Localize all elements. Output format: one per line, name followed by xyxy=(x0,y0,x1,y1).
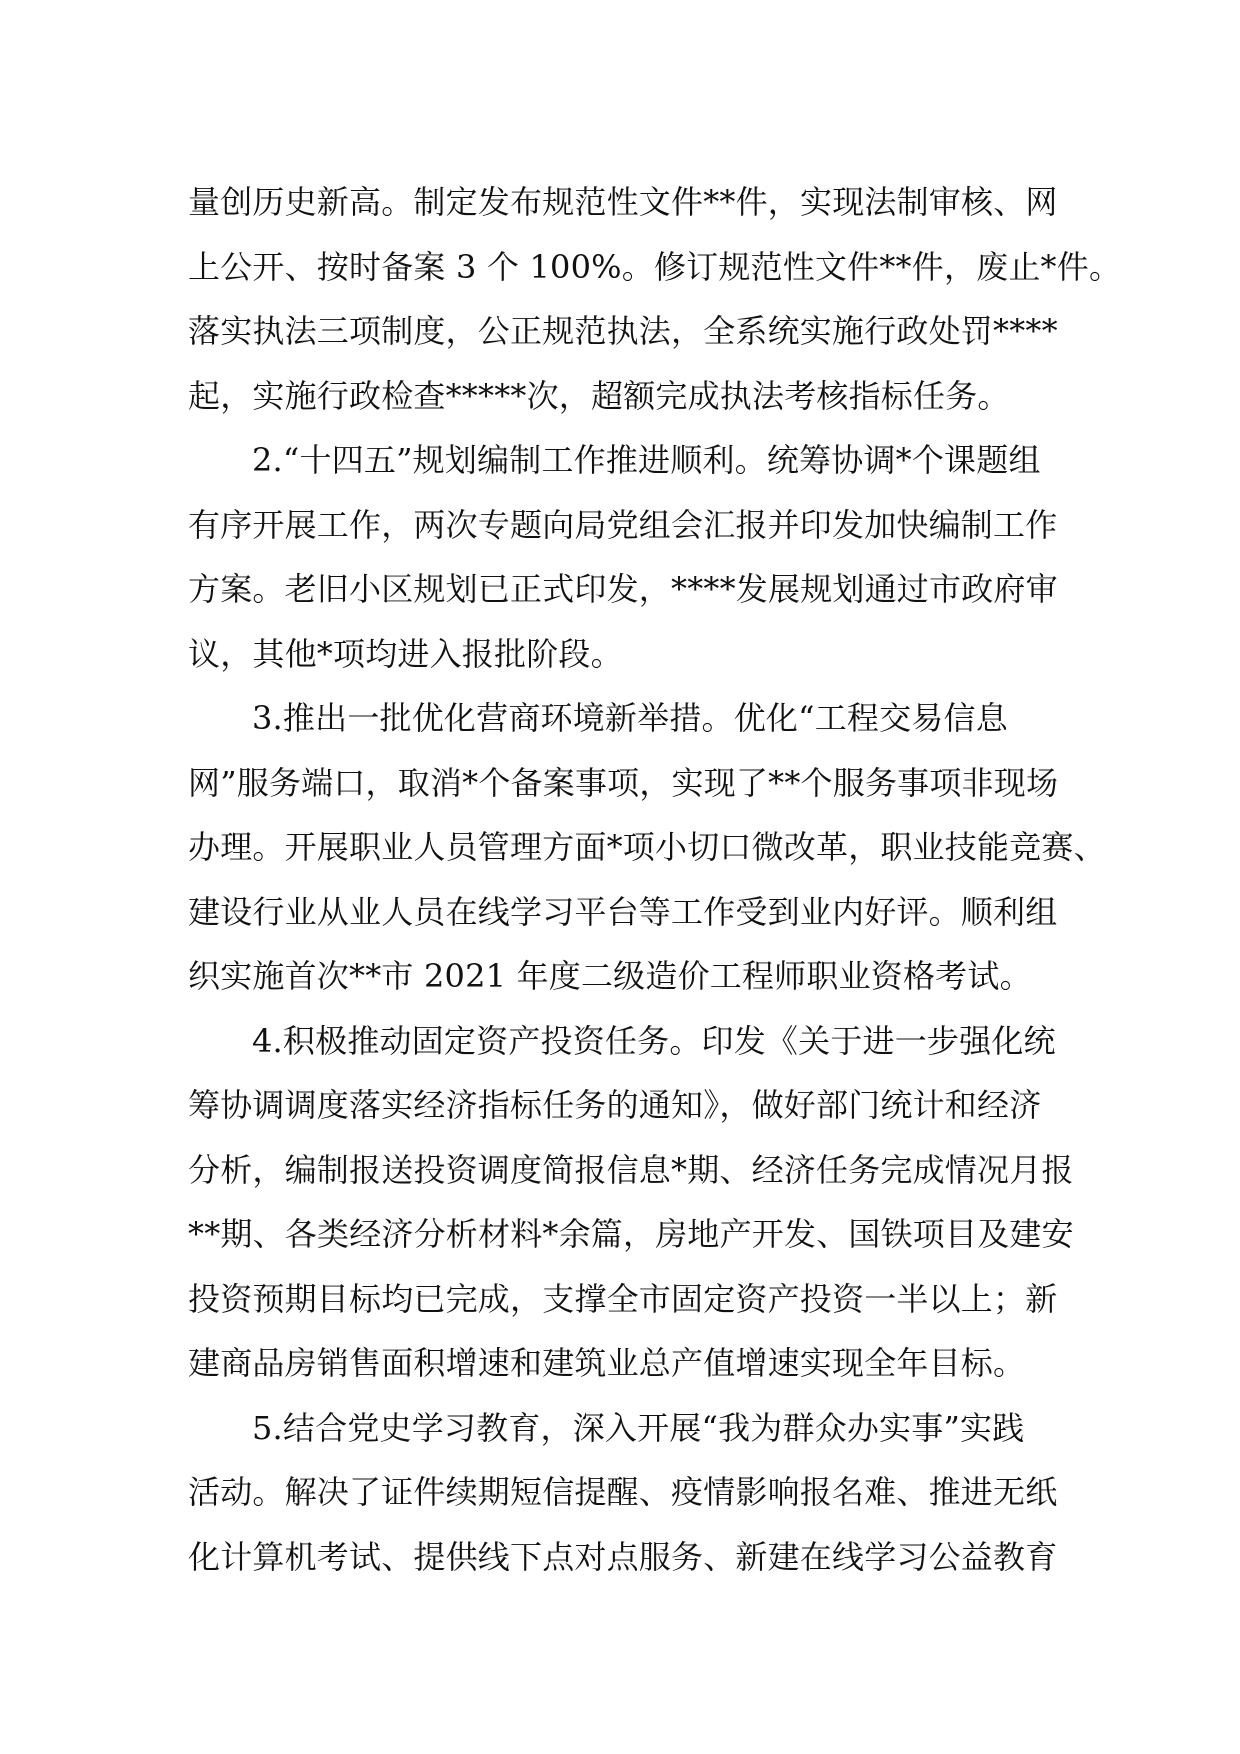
text-line: 上公开、按时备案 3 个 100%。修订规范性文件**件，废止*件。 xyxy=(188,247,1122,286)
text-line: 4.积极推动固定资产投资任务。印发《关于进一步强化统 xyxy=(252,1021,1056,1060)
text-line: 投资预期目标均已完成，支撑全市固定资产投资一半以上；新 xyxy=(188,1279,1058,1318)
text-line: 筹协调调度落实经济指标任务的通知》，做好部门统计和经济 xyxy=(188,1086,1042,1124)
text-line: 化计算机考试、提供线下点对点服务、新建在线学习公益教育 xyxy=(188,1537,1058,1576)
text-line: 建商品房销售面积增速和建筑业总产值增速实现全年目标。 xyxy=(188,1344,1026,1382)
text-line: **期、各类经济分析材料*余篇，房地产开发、国铁项目及建安 xyxy=(188,1215,1074,1253)
text-line: 分析，编制报送投资调度简报信息*期、经济任务完成情况月报 xyxy=(188,1150,1074,1189)
text-line: 议，其他*项均进入报批阶段。 xyxy=(188,634,623,673)
text-line: 3.推出一批优化营商环境新举措。优化“工程交易信息 xyxy=(252,699,1008,737)
text-line: 2.“十四五”规划编制工作推进顺利。统筹协调*个课题组 xyxy=(252,441,1041,479)
text-line: 活动。解决了证件续期短信提醒、疫情影响报名难、推进无纸 xyxy=(188,1473,1058,1511)
text-line: 织实施首次**市 2021 年度二级造价工程师职业资格考试。 xyxy=(188,957,1032,995)
text-line: 量创历史新高。制定发布规范性文件**件，实现法制审核、网 xyxy=(188,183,1058,221)
text-line: 方案。老旧小区规划已正式印发，****发展规划通过市政府审 xyxy=(188,570,1058,608)
text-line: 建设行业从业人员在线学习平台等工作受到业内好评。顺利组 xyxy=(188,892,1058,931)
text-line: 网”服务端口，取消*个备案事项，实现了**个服务事项非现场 xyxy=(188,763,1059,802)
text-line: 5.结合党史学习教育，深入开展“我为群众办实事”实践 xyxy=(252,1408,1025,1447)
body-text xyxy=(188,170,1122,1589)
text-line: 落实执法三项制度，公正规范执法，全系统实施行政处罚**** xyxy=(188,312,1058,350)
text-line: 起，实施行政检查*****次，超额完成执法考核指标任务。 xyxy=(188,376,1010,415)
text-line: 办理。开展职业人员管理方面*项小切口微改革，职业技能竞赛、 xyxy=(188,828,1106,866)
text-line: 有序开展工作，两次专题向局党组会汇报并印发加快编制工作 xyxy=(188,505,1058,544)
